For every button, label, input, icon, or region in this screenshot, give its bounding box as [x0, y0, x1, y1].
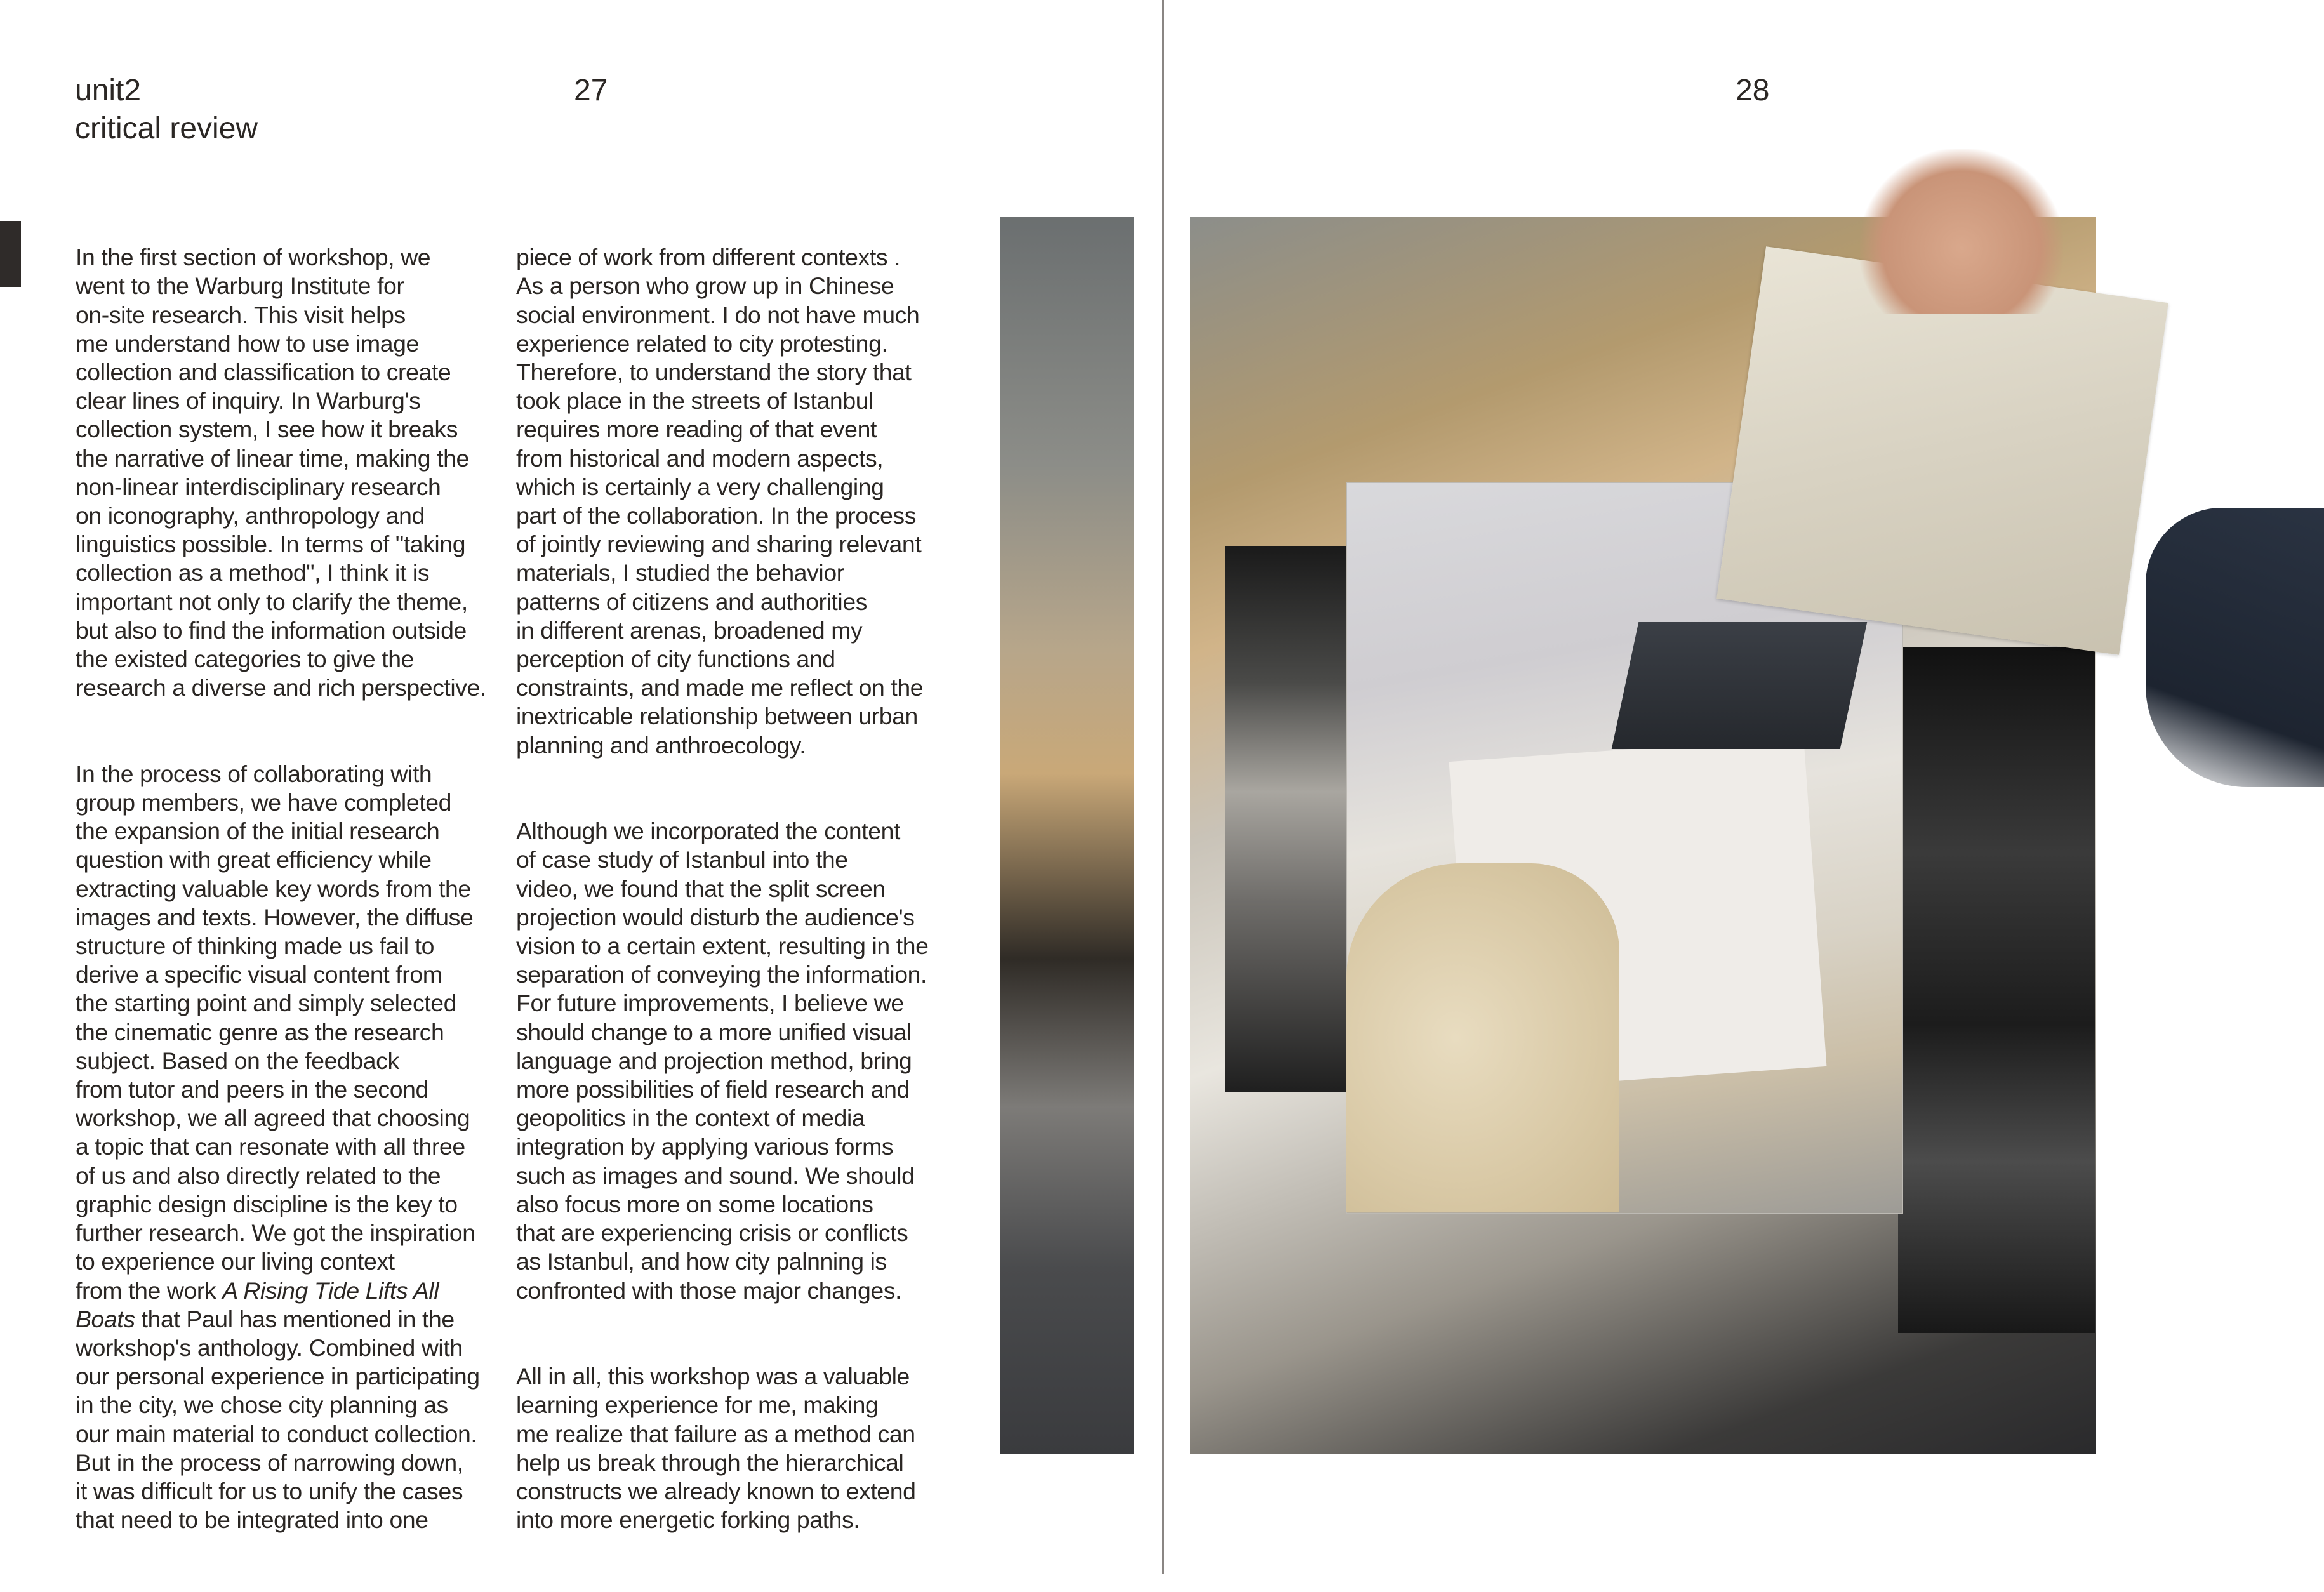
work-title: A Rising Tide Lifts All Boats: [76, 1277, 439, 1332]
negative-print-photo: [1898, 647, 2095, 1333]
text-column-2: [516, 215, 960, 1592]
paragraph-text: that Paul has mentioned in the workshop's anthology. Combined with our personal experience in participating in the city, we chose city planning as our main material to conduct collection. But in the process of narrowing down, it was difficult for us to unify the cases that need to be integrated into one: [76, 1305, 480, 1534]
dark-sleeve-image: [2146, 508, 2324, 787]
section-tab-marker: [0, 221, 21, 287]
paragraph-text: In the process of collaborating with group members, we have completed the expansion of the initial research question with great efficiency while extracting valuable key words from the images and texts. However, the diffuse structure of thinking made us fail to derive a specific visual content from the starting point and simply selected the cinematic genre as the research subject. Based on the feedback from tutor and peers in the second workshop, we all agreed that choosing a topic that can resonate with all three of us and also directly related to the graphic design discipline is the key to further research. We got the inspiration to experience our living context from the work: [76, 760, 475, 1304]
section-title: critical review: [75, 112, 258, 145]
paragraph: [76, 760, 520, 1534]
page-number-right: 28: [1736, 74, 1770, 107]
statue-print-photo: [1225, 546, 1358, 1092]
hand-image: [1860, 149, 2063, 314]
unit-label: unit2: [75, 74, 142, 107]
paragraph: Although we incorporated the content of case study of Istanbul into the video, we found that the split screen projection would disturb the audience's vision to a certain extent, resulting in the separation of conveying the information. For future improvements, I believe we should change to a more unified visual language and projection method, bring more possibilities of field research and geopolitics in the context of media integration by applying various forms such as images and sound. We should also focus more on some locations that are experiencing crisis or conflicts as Istanbul, and how city palnning is confronted with those major changes.: [516, 818, 929, 1304]
page-spine-divider: [1162, 0, 1164, 1574]
sleeve-image: [1346, 863, 1619, 1212]
page-number-left: 27: [574, 74, 608, 107]
paragraph: piece of work from different contexts . As a person who grow up in Chinese social environment. I do not have much experience related to city protesting. Therefore, to understand the story that took place in the streets of Istanbul requires more reading of that event from historical and modern aspects, which is certainly a very challenging part of the collaboration. In the process of jointly reviewing and sharing relevant materials, I studied the behavior patterns of citizens and authorities in different arenas, broadened my perception of city functions and constraints, and made me reflect on the inextricable relationship between urban planning and anthroecology.: [516, 244, 924, 759]
paragraph: All in all, this workshop was a valuable learning experience for me, making me realize that failure as a method can help us break through the hierarchical constructs we already known to extend into more energetic forking paths.: [516, 1363, 916, 1534]
archive-drawer-photo-strip: [1000, 217, 1134, 1454]
text-column-1: [76, 215, 520, 1592]
laptop-image: [1612, 622, 1868, 749]
paragraph: In the first section of workshop, we went to the Warburg Institute for on-site research. This visit helps me understand how to use image collection and classification to create clear lines of inquiry. In Warburg's collection system, I see how it breaks the narrative of linear time, making the non-linear interdisciplinary research on iconography, anthropology and linguistics possible. In terms of "taking collection as a method", I think it is important not only to clarify the theme, but also to find the information outside the existed categories to give the research a diverse and rich perspective.: [76, 244, 486, 701]
